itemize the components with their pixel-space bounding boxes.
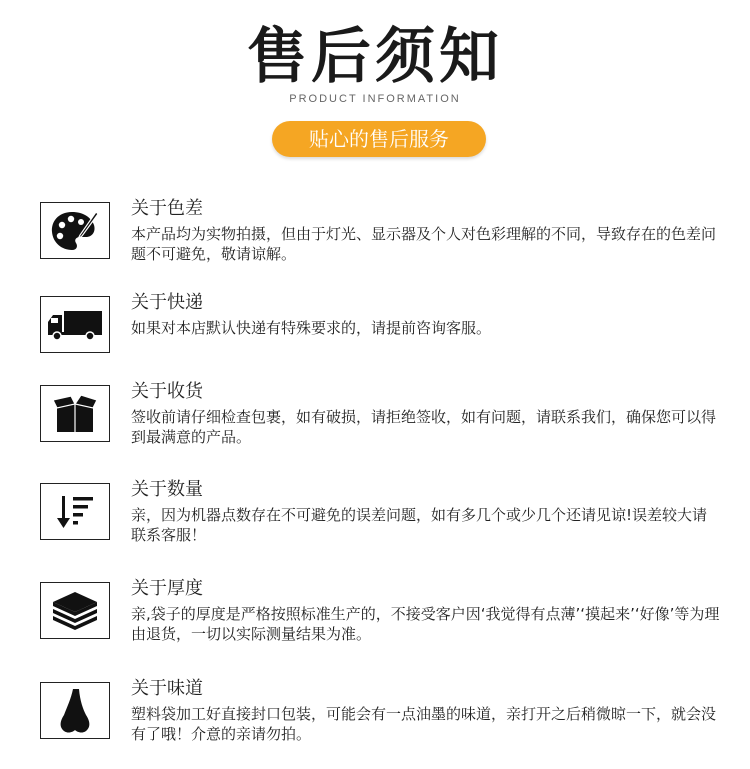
item-title: 关于厚度	[131, 578, 203, 599]
item-text: 如果对本店默认快递有特殊要求的，请提前咨询客服。	[131, 319, 492, 337]
service-badge: 贴心的售后服务	[272, 121, 486, 157]
item-title: 关于快递	[131, 292, 203, 313]
item-title: 关于味道	[131, 678, 203, 699]
nose-icon	[40, 682, 110, 739]
palette-icon	[40, 202, 110, 259]
item-title: 关于色差	[131, 198, 203, 219]
sort-descending-icon	[40, 483, 110, 540]
item-text: 亲,袋子的厚度是严格按照标准生产的，不接受客户因‘我觉得有点薄’‘摸起来’‘好像’等为理由退货，一切以实际测量结果为准。	[131, 605, 720, 643]
item-title: 关于收货	[131, 381, 203, 402]
item-text: 签收前请仔细检查包裹，如有破损，请拒绝签收，如有问题，请联系我们，确保您可以得到最满意的产品。	[131, 408, 717, 446]
item-text: 塑料袋加工好直接封口包装，可能会有一点油墨的味道，亲打开之后稍微晾一下，就会没有了哦！介意的亲请勿拍。	[131, 705, 717, 743]
item-title: 关于数量	[131, 479, 203, 500]
page-title: 售后须知	[247, 22, 503, 92]
truck-icon	[40, 296, 110, 353]
item-text: 本产品均为实物拍摄，但由于灯光、显示器及个人对色彩理解的不同，导致存在的色差问题不可避免，敬请谅解。	[131, 225, 717, 263]
layers-icon	[40, 582, 110, 639]
box-icon	[40, 385, 110, 442]
item-text: 亲，因为机器点数存在不可避免的误差问题，如有多几个或少几个还请见谅!误差较大请联系客服！	[131, 506, 708, 544]
page-subtitle: PRODUCT INFORMATION	[289, 93, 461, 105]
